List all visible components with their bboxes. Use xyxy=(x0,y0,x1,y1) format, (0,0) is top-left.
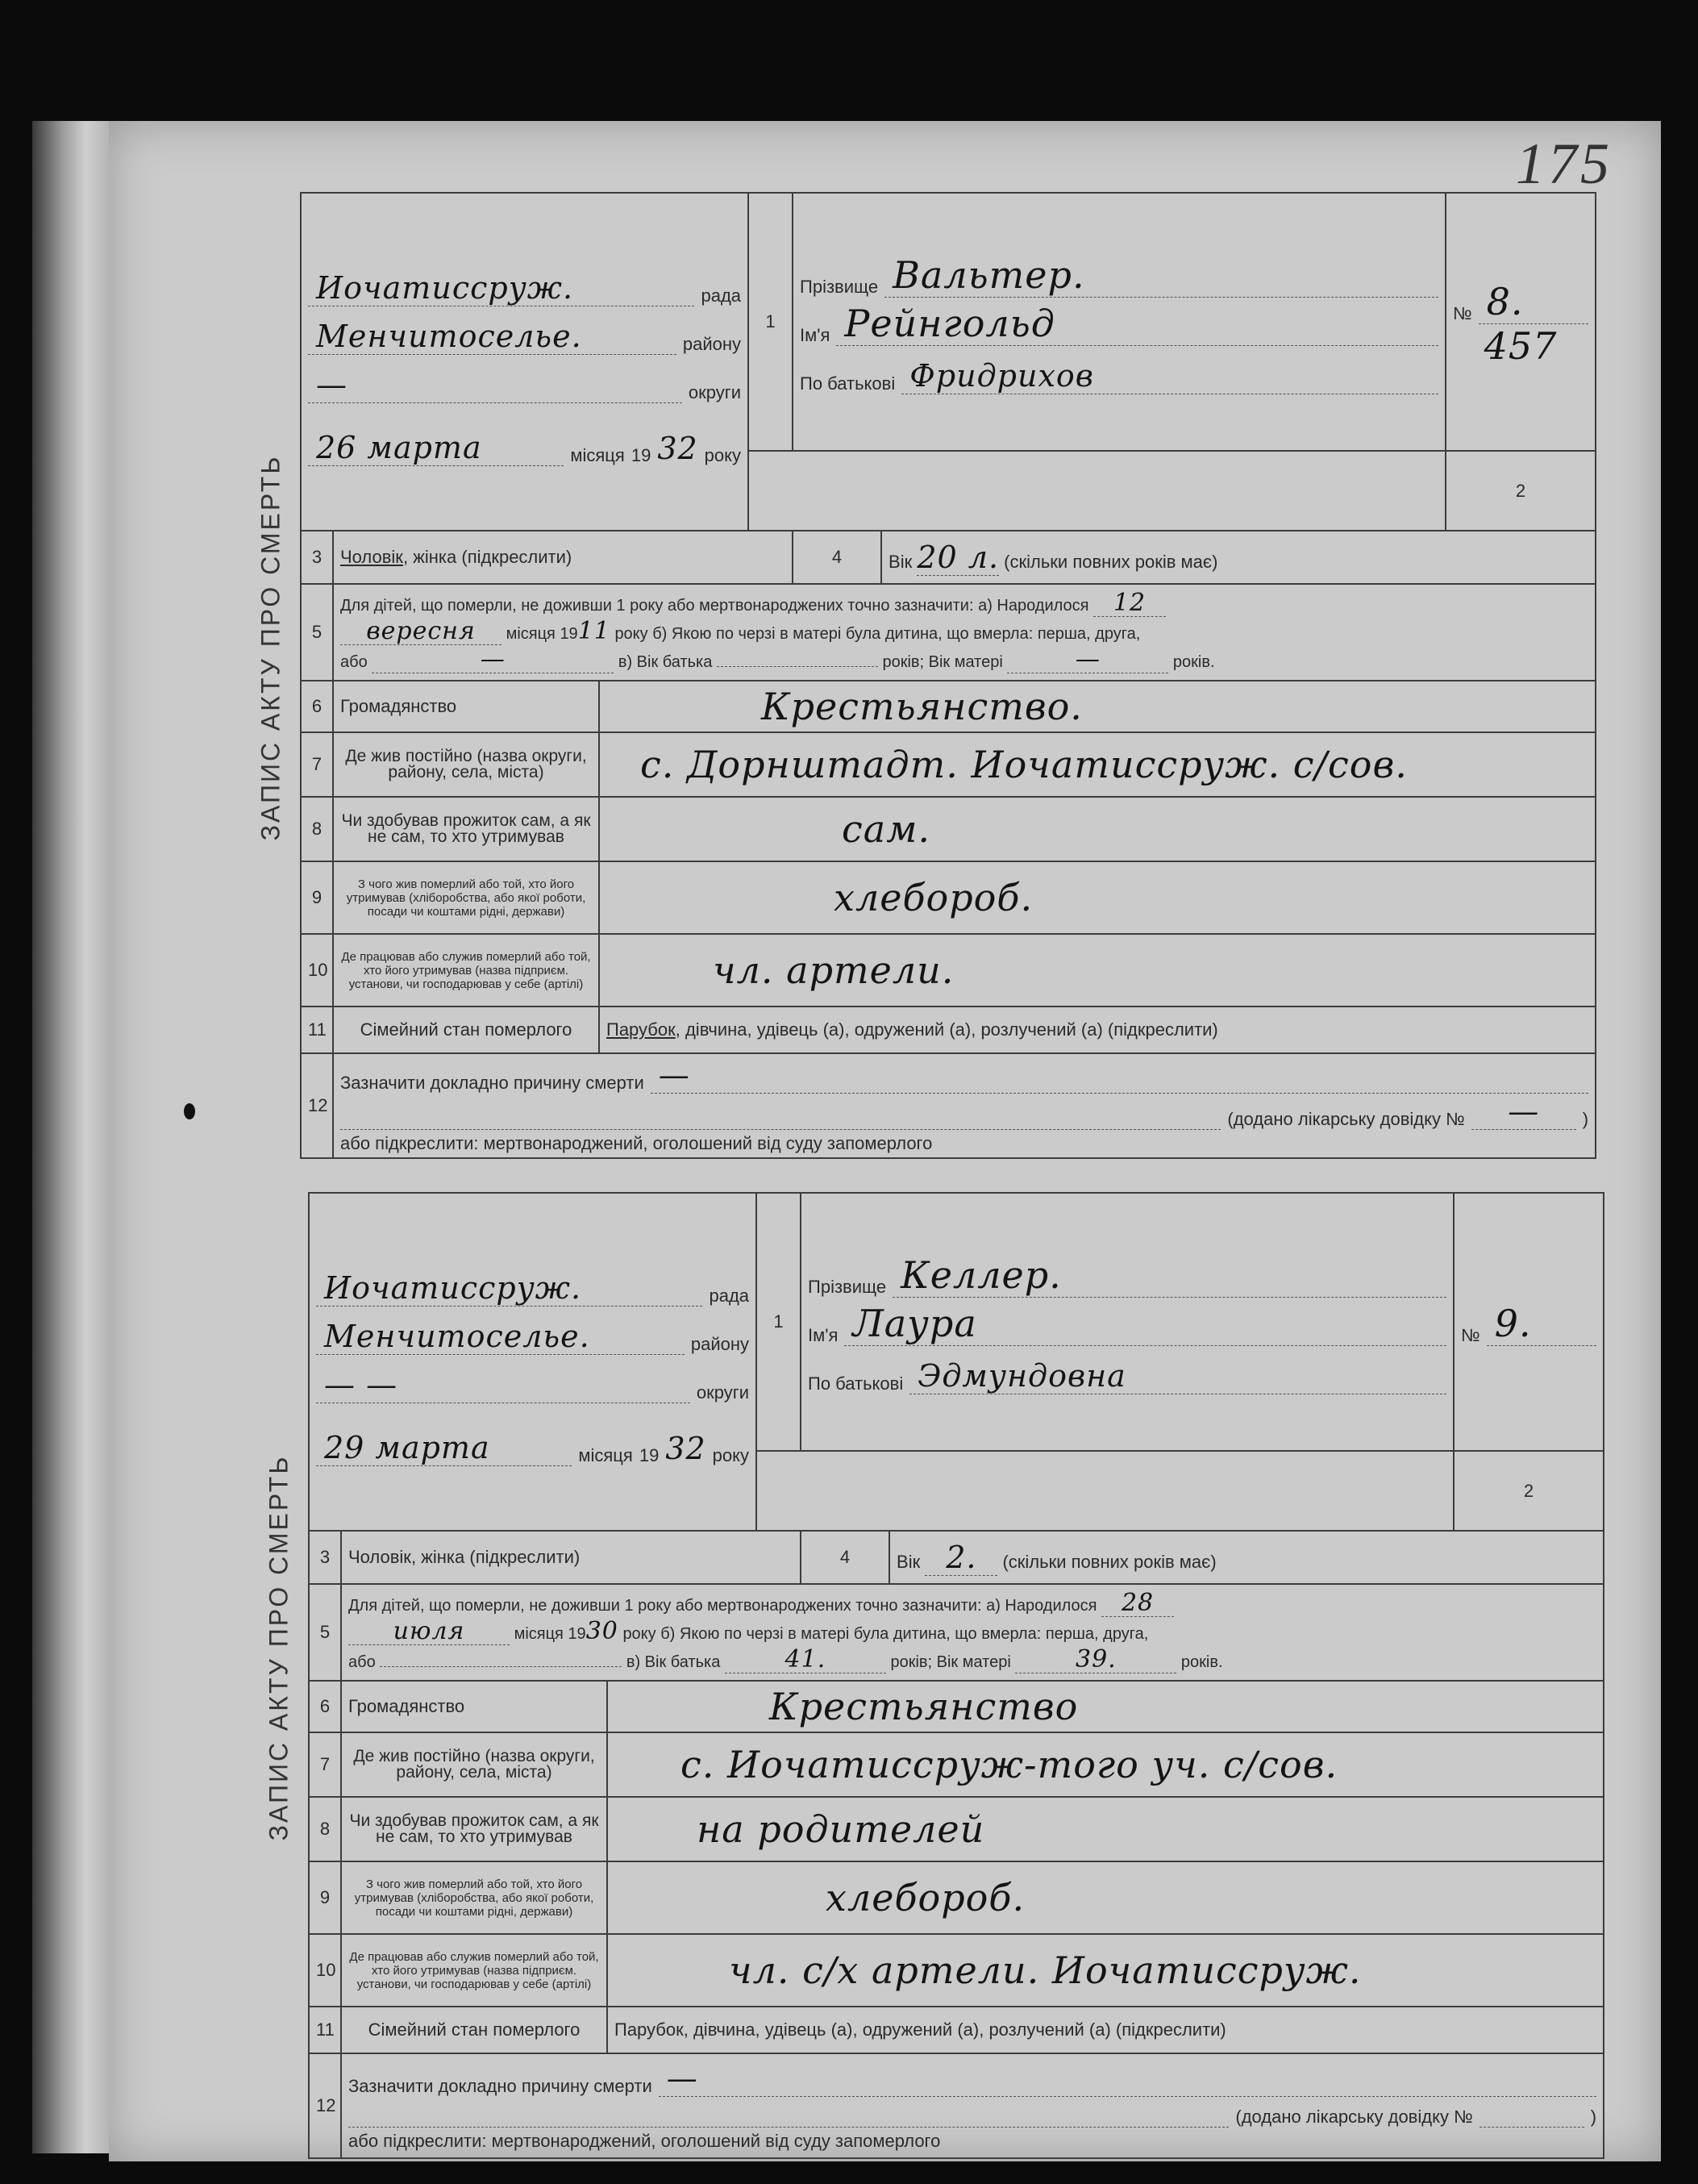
infant-or: або xyxy=(340,652,368,671)
name-value: Лаура xyxy=(844,1302,1446,1346)
row-7-number: 7 xyxy=(309,1732,341,1797)
age-cell xyxy=(881,531,1596,584)
name-label: Ім'я xyxy=(808,1325,839,1345)
council-value: Иочатиссруж. xyxy=(308,270,694,306)
marital-status-label: Сімейний стан померлого xyxy=(341,2007,607,2053)
age-hint: (скільки повних років має) xyxy=(1002,1551,1217,1572)
row-10-number: 10 xyxy=(309,1934,341,2007)
born-year: 11 xyxy=(577,616,610,645)
income-source-label: З чого жив померлий або той, хто його утримував (хліборобства, або якої роботи, посади чи коштами рідні, держави) xyxy=(333,861,599,934)
row-9-number: 9 xyxy=(301,861,333,934)
row-9-number: 9 xyxy=(309,1861,341,1934)
father-age xyxy=(717,666,878,667)
record-number-value: 9. xyxy=(1487,1302,1596,1346)
registration-date: 29 марта xyxy=(316,1430,572,1466)
infant-details xyxy=(333,584,1596,681)
mother-age: — xyxy=(1007,647,1168,673)
born-day: 12 xyxy=(1093,590,1166,617)
row-4-number: 4 xyxy=(793,531,881,584)
patronymic-label: По батькові xyxy=(800,373,896,394)
patronymic-label: По батькові xyxy=(808,1373,904,1394)
row-10-number: 10 xyxy=(301,934,333,1007)
marital-rest: , дівчина, удівець (а), одружений (а), розлучений (а) (підкреслити) xyxy=(683,2019,1226,2040)
death-record-1 xyxy=(242,192,1596,1153)
citizenship-label: Громадянство xyxy=(341,1681,607,1732)
death-record-2 xyxy=(250,1192,1604,2151)
age-cell xyxy=(889,1531,1604,1584)
reg-date-spacer xyxy=(756,1451,1454,1531)
row-3-number: 3 xyxy=(301,531,333,584)
record-form xyxy=(300,192,1596,1159)
born-month: июля xyxy=(348,1619,510,1645)
residence-label: Де жив постійно (назва округи, району, села, міста) xyxy=(333,732,599,797)
born-day: 28 xyxy=(1101,1590,1174,1617)
district-value: Менчитоселье. xyxy=(316,1319,685,1355)
citizenship-value: Крестьянство xyxy=(607,1681,1604,1732)
district-label: району xyxy=(690,1333,750,1354)
name-block xyxy=(801,1193,1454,1451)
sex-cell xyxy=(341,1531,801,1584)
infant-details xyxy=(341,1584,1604,1681)
born-month: вересня xyxy=(340,619,501,645)
council-label: рада xyxy=(701,285,742,306)
livelihood-label: Чи здобував прожиток сам, а як не сам, то хто утримував xyxy=(333,797,599,861)
father-age: 41. xyxy=(725,1647,886,1673)
age-value: 20 л. xyxy=(917,539,1000,575)
okrug-label: округи xyxy=(688,381,742,402)
row-12-number: 12 xyxy=(309,2053,341,2158)
side-label-box xyxy=(250,1192,308,2103)
cause-label: Зазначити докладно причину смерти xyxy=(348,2075,652,2096)
citizenship-label: Громадянство xyxy=(333,681,599,732)
marital-selected: Парубок xyxy=(606,1019,676,1040)
surname-value: Келлер. xyxy=(893,1253,1446,1298)
record-number-label: № xyxy=(1453,303,1472,323)
residence-value: с. Дорнштадт. Иочатиссруж. с/сов. xyxy=(599,732,1596,797)
marital-selected: Парубок xyxy=(614,2019,684,2040)
row-1-number: 1 xyxy=(748,193,793,451)
surname-label: Прізвище xyxy=(800,277,879,297)
certificate-value: — xyxy=(1471,1094,1576,1130)
row-8-number: 8 xyxy=(309,1797,341,1861)
row-4-number: 4 xyxy=(801,1531,889,1584)
reg-year-label: року xyxy=(712,1444,750,1465)
livelihood-label: Чи здобував прожиток сам, а як не сам, то хто утримував xyxy=(341,1797,607,1861)
patronymic-value: Фридрихов xyxy=(901,358,1438,394)
cause-of-death-cell: Зазначити докладно причину смерти — (додано лікарську довідку № ) або підкреслити: мертвонароджений, оголошений від суду запомерлого xyxy=(341,2053,1604,2158)
row-2-number: 2 xyxy=(1446,451,1596,531)
residence-value: с. Иочатиссруж-того уч. с/сов. xyxy=(607,1732,1604,1797)
sex-male: Чоловік xyxy=(348,1547,411,1567)
sex-options: , жінка (підкреслити) xyxy=(410,1547,581,1567)
patronymic-value: Эдмундовна xyxy=(909,1358,1446,1394)
reg-date-spacer xyxy=(748,451,1446,531)
cause-of-death-cell: Зазначити докладно причину смерти — (додано лікарську довідку № — ) або підкреслити: мертвонароджений, оголошений від суду запомерлого xyxy=(333,1053,1596,1158)
side-label: ЗАПИС АКТУ ПРО СМЕРТЬ xyxy=(264,1454,293,1841)
reg-year: 32 xyxy=(657,430,698,466)
age-hint: (скільки повних років має) xyxy=(1004,551,1218,572)
row-5-number: 5 xyxy=(301,584,333,681)
book-binding xyxy=(32,121,109,2153)
reg-year: 32 xyxy=(665,1430,706,1466)
registration-date: 26 марта xyxy=(308,430,564,466)
stillborn-note: або підкреслити: мертвонароджений, оголошений від суду запомерлого xyxy=(348,2130,941,2151)
okrug-value: — — xyxy=(316,1367,690,1403)
stillborn-note: або підкреслити: мертвонароджений, оголошений від суду запомерлого xyxy=(340,1133,933,1153)
row-8-number: 8 xyxy=(301,797,333,861)
age-label: Вік xyxy=(897,1551,921,1572)
record-number-label: № xyxy=(1461,1325,1480,1345)
born-year: 30 xyxy=(585,1616,618,1645)
reg-year-prefix: 19 xyxy=(639,1444,660,1465)
council-label: рада xyxy=(709,1285,750,1306)
page-number: 175 xyxy=(1516,131,1613,196)
record-number-extra: 457 xyxy=(1484,324,1558,368)
born-year-prefix: 19 xyxy=(560,624,578,643)
marital-status-options xyxy=(607,2007,1604,2053)
reg-year-prefix: 19 xyxy=(631,444,651,465)
father-age-label: в) Вік батька xyxy=(626,1653,721,1671)
mother-age-label: років; Вік матері xyxy=(890,1653,1011,1671)
okrug-value: — xyxy=(308,367,682,403)
row-6-number: 6 xyxy=(301,681,333,732)
certificate-label: (додано лікарську довідку № xyxy=(1235,2106,1473,2127)
child-order xyxy=(380,1666,622,1667)
income-source-label: З чого жив померлий або той, хто його утримував (хліборобства, або якої роботи, посади чи коштами рідні, держави) xyxy=(341,1861,607,1934)
reg-year-label: року xyxy=(704,444,742,465)
row-5-number: 5 xyxy=(309,1584,341,1681)
age-label: Вік xyxy=(889,551,913,572)
row-6-number: 6 xyxy=(309,1681,341,1732)
surname-label: Прізвище xyxy=(808,1277,887,1297)
district-value: Менчитоселье. xyxy=(308,319,676,355)
workplace-value: чл. с/х артели. Иочатиссруж. xyxy=(607,1934,1604,2007)
born-month-label: місяця xyxy=(514,1624,564,1643)
reg-month-label: місяця xyxy=(570,444,625,465)
age-value: 2. xyxy=(925,1540,997,1576)
workplace-label: Де працював або служив померлий або той, хто його утримував (назва підприєм. установи, чи господарював у себе (артілі) xyxy=(341,1934,607,2007)
born-year-prefix: 19 xyxy=(568,1624,586,1643)
district-label: району xyxy=(682,333,742,354)
row-12-number: 12 xyxy=(301,1053,333,1158)
sex-male: Чоловік xyxy=(340,547,403,567)
income-source-value: хлебороб. xyxy=(607,1861,1604,1934)
row-3-number: 3 xyxy=(309,1531,341,1584)
name-label: Ім'я xyxy=(800,325,830,345)
row-1-number: 1 xyxy=(756,1193,801,1451)
reg-month-label: місяця xyxy=(578,1444,633,1465)
infant-text-a: Для дітей, що померли, не доживши 1 року або мертвонароджених точно зазначити: а) Народилося xyxy=(340,596,1089,615)
row-7-number: 7 xyxy=(301,732,333,797)
infant-text-b: року б) Якою по черзі в матері була дитина, що вмерла: перша, друга, xyxy=(614,624,1141,643)
marital-status-options xyxy=(599,1007,1596,1053)
livelihood-value: сам. xyxy=(599,797,1596,861)
record-number-cell xyxy=(1454,1193,1604,1451)
income-source-value: хлебороб. xyxy=(599,861,1596,934)
child-order: — xyxy=(372,647,614,673)
record-number-cell xyxy=(1446,193,1596,451)
marital-status-label: Сімейний стан померлого xyxy=(333,1007,599,1053)
father-age-label: в) Вік батька xyxy=(618,652,713,671)
workplace-value: чл. артели. xyxy=(599,934,1596,1007)
registration-block xyxy=(309,1193,756,1531)
born-month-label: місяця xyxy=(506,624,556,643)
mother-age: 39. xyxy=(1015,1647,1176,1673)
infant-or: або xyxy=(348,1653,376,1671)
row-11-number: 11 xyxy=(301,1007,333,1053)
cause-value: — xyxy=(651,1057,1588,1094)
side-label: ЗАПИС АКТУ ПРО СМЕРТЬ xyxy=(256,454,285,841)
binding-hole xyxy=(184,1103,195,1119)
marital-rest: , дівчина, удівець (а), одружений (а), розлучений (а) (підкреслити) xyxy=(675,1019,1218,1040)
row-11-number: 11 xyxy=(309,2007,341,2053)
citizenship-value: Крестьянство. xyxy=(599,681,1596,732)
council-value: Иочатиссруж. xyxy=(316,1270,702,1307)
livelihood-value: на родителей xyxy=(607,1797,1604,1861)
side-label-box xyxy=(242,192,300,1103)
sex-cell xyxy=(333,531,793,584)
row-2-number: 2 xyxy=(1454,1451,1604,1531)
sex-options: , жінка (підкреслити) xyxy=(402,547,572,567)
registration-block xyxy=(301,193,748,531)
infant-text-a: Для дітей, що померли, не доживши 1 року або мертвонароджених точно зазначити: а) Народилося xyxy=(348,1596,1097,1615)
cause-label: Зазначити докладно причину смерти xyxy=(340,1073,644,1093)
name-value: Рейнгольд xyxy=(836,302,1438,346)
surname-value: Вальтер. xyxy=(884,253,1438,298)
years-end-label: років. xyxy=(1172,652,1215,671)
certificate-label: (додано лікарську довідку № xyxy=(1227,1109,1465,1129)
record-form xyxy=(308,1192,1604,2159)
okrug-label: округи xyxy=(696,1382,750,1403)
record-number-value: 8. xyxy=(1479,280,1588,324)
residence-label: Де жив постійно (назва округи, району, села, міста) xyxy=(341,1732,607,1797)
years-end-label: років. xyxy=(1180,1653,1223,1671)
cause-value: — xyxy=(659,2061,1596,2097)
certificate-value xyxy=(1480,2127,1584,2128)
mother-age-label: років; Вік матері xyxy=(882,652,1003,671)
name-block xyxy=(793,193,1446,451)
infant-text-b: року б) Якою по черзі в матері була дитина, що вмерла: перша, друга, xyxy=(622,1624,1149,1643)
workplace-label: Де працював або служив померлий або той, хто його утримував (назва підприєм. установи, чи господарював у себе (артілі) xyxy=(333,934,599,1007)
